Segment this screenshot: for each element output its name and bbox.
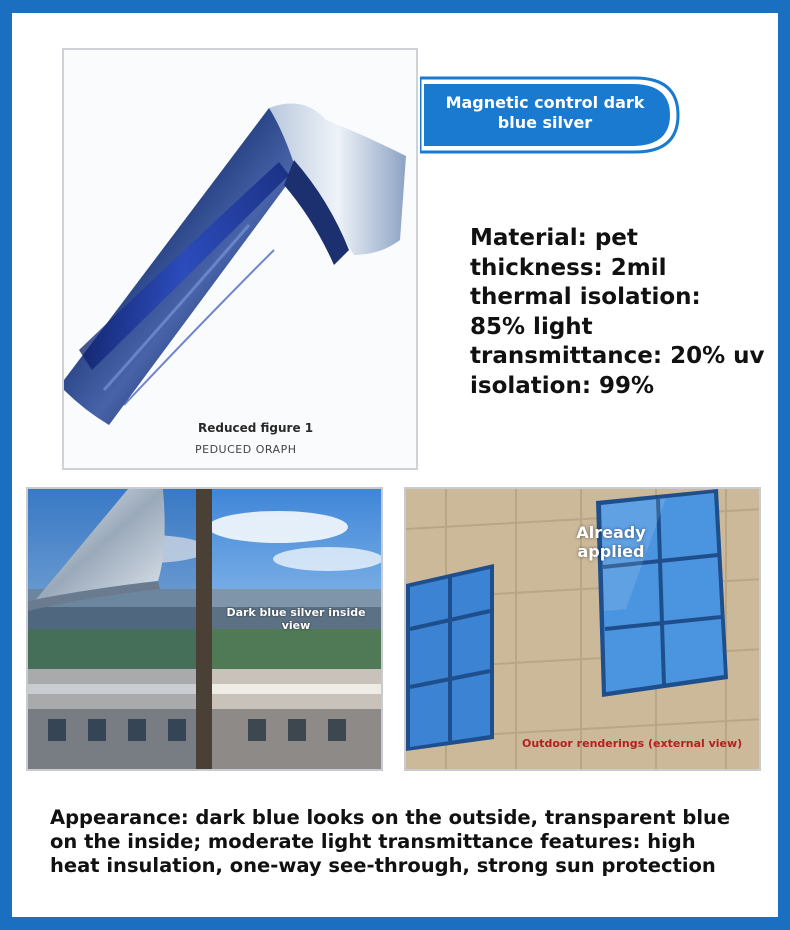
appearance-description: Appearance: dark blue looks on the outside, transparent blue on the inside; moderate light transmittance features: high heat insulation, one-way see-through, strong sun protection [50,806,731,877]
applied-label: Already applied [576,523,646,561]
spec-line: thermal isolation: [470,284,701,310]
product-caption: Reduced figure 1 [198,421,314,435]
badge-title: Magnetic control dark blue silver [445,93,645,132]
product-image [62,48,418,470]
inside-view-label: Dark blue silver inside view [226,606,366,632]
spec-line: Material: pet [470,225,638,251]
spec-list [470,224,780,401]
spec-line: transmittance: 20% uv [470,343,765,369]
spec-line: 85% light [470,313,593,340]
film-roll-illustration [64,50,418,470]
product-subcaption: PEDUCED ORAPH [195,443,297,456]
spec-line: thickness: 2mil [470,254,667,281]
outdoor-label: Outdoor renderings (external view) [522,737,743,750]
spec-line: isolation: 99% [470,372,655,399]
